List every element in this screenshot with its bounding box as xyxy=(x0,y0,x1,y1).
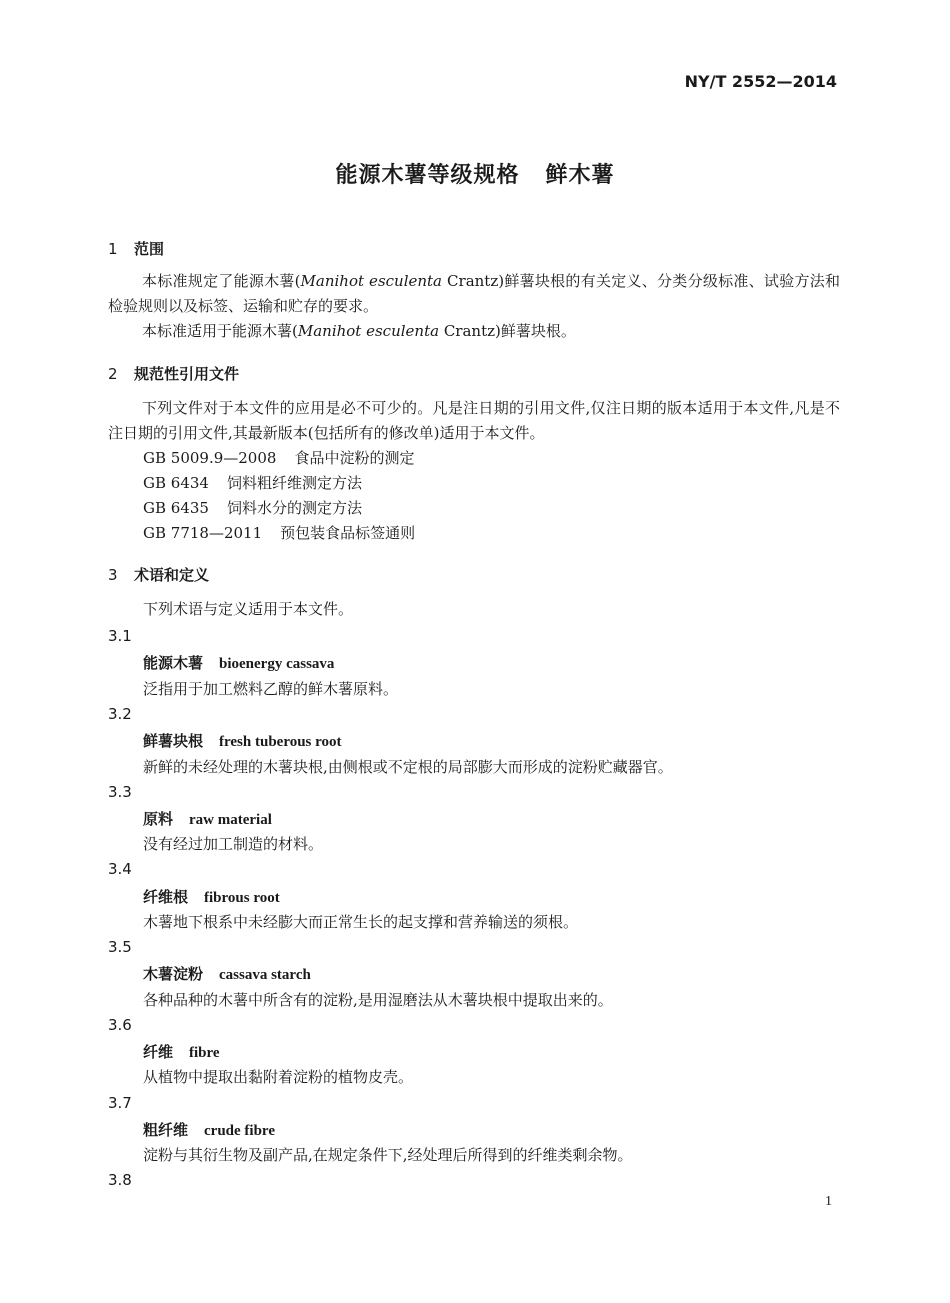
term-heading: 纤维 fibre xyxy=(143,1043,220,1061)
title-part1: 能源木薯等级规格 xyxy=(335,163,520,188)
term-heading: 纤维根 fibrous root xyxy=(143,888,280,906)
reference-item: GB 6434 饲料粗纤维测定方法 xyxy=(143,474,362,492)
reference-item: GB 5009.9—2008 食品中淀粉的测定 xyxy=(143,449,415,467)
section-2-heading: 2 规范性引用文件 xyxy=(108,365,240,383)
reference-item: GB 6435 饲料水分的测定方法 xyxy=(143,499,362,517)
section-3-heading: 3 术语和定义 xyxy=(108,566,210,584)
clause-number: 3.1 xyxy=(108,627,132,645)
clause-number: 3.3 xyxy=(108,783,132,801)
term-definition: 木薯地下根系中未经膨大而正常生长的起支撑和营养输送的须根。 xyxy=(143,913,579,931)
clause-number: 3.6 xyxy=(108,1016,132,1034)
term-definition: 各种品种的木薯中所含有的淀粉,是用湿磨法从木薯块根中提取出来的。 xyxy=(143,991,613,1009)
title-part2: 鲜木薯 xyxy=(545,163,615,188)
term-definition: 没有经过加工制造的材料。 xyxy=(143,835,324,853)
page-number: 1 xyxy=(825,1194,832,1209)
clause-number: 3.8 xyxy=(108,1171,132,1189)
term-heading: 鲜薯块根 fresh tuberous root xyxy=(143,732,342,750)
term-heading: 原料 raw material xyxy=(143,810,272,828)
term-definition: 泛指用于加工燃料乙醇的鲜木薯原料。 xyxy=(143,680,399,698)
document-title xyxy=(0,158,950,189)
section-3-intro: 下列术语与定义适用于本文件。 xyxy=(143,600,354,618)
clause-number: 3.7 xyxy=(108,1094,132,1112)
section-1-paragraph-2: 本标准适用于能源木薯(Manihot esculenta Crantz)鲜薯块根。 xyxy=(142,322,576,340)
section-2-intro: 下列文件对于本文件的应用是必不可少的。凡是注日期的引用文件,仅注日期的版本适用于本文件,凡是不注日期的引用文件,其最新版本(包括所有的修改单)适用于本文件。 xyxy=(108,399,840,442)
term-definition: 新鲜的未经处理的木薯块根,由侧根或不定根的局部膨大而形成的淀粉贮藏器官。 xyxy=(143,758,673,776)
term-definition: 淀粉与其衍生物及副产品,在规定条件下,经处理后所得到的纤维类剩余物。 xyxy=(143,1146,633,1164)
clause-number: 3.4 xyxy=(108,860,132,878)
term-heading: 粗纤维 crude fibre xyxy=(143,1121,275,1139)
section-1-heading: 1 范围 xyxy=(108,240,165,258)
clause-number: 3.2 xyxy=(108,705,132,723)
clause-number: 3.5 xyxy=(108,938,132,956)
reference-item: GB 7718—2011 预包装食品标签通则 xyxy=(143,524,416,542)
term-definition: 从植物中提取出黏附着淀粉的植物皮壳。 xyxy=(143,1068,414,1086)
section-1-paragraph-1: 本标准规定了能源木薯(Manihot esculenta Crantz)鲜薯块根的有关定义、分类分级标准、试验方法和检验规则以及标签、运输和贮存的要求。 xyxy=(108,272,840,315)
term-heading: 能源木薯 bioenergy cassava xyxy=(143,654,335,672)
term-heading: 木薯淀粉 cassava starch xyxy=(143,965,311,983)
standard-number: NY/T 2552—2014 xyxy=(684,72,837,91)
